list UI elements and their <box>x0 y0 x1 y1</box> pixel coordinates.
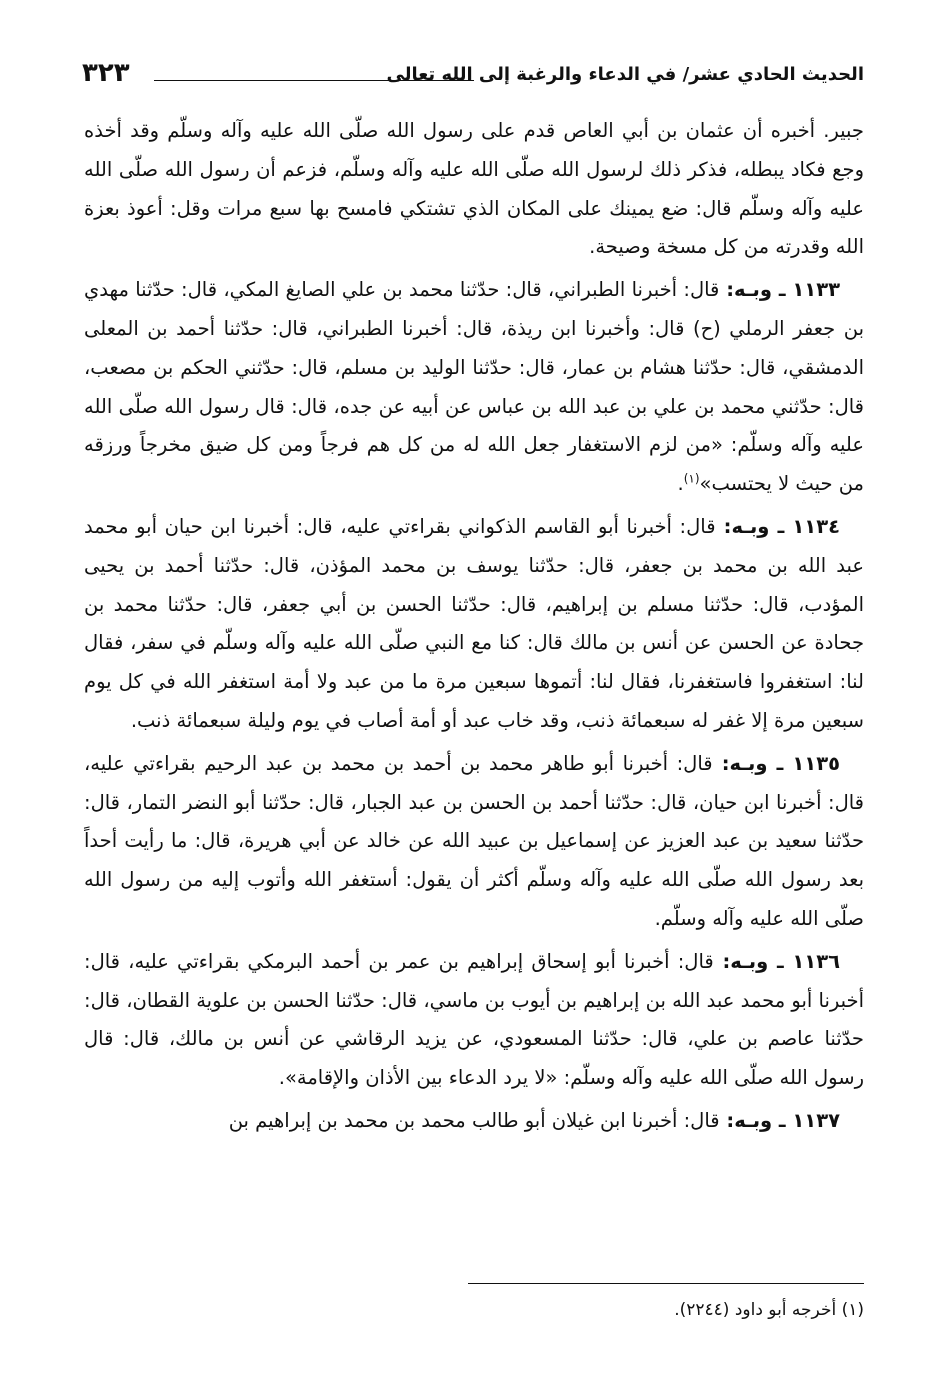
hadith-1137 <box>84 1102 864 1141</box>
hadith-1135 <box>84 745 864 939</box>
footnote-ref: (١) <box>683 471 700 486</box>
footnote-rule <box>468 1283 864 1284</box>
paragraph-text: قال: أخبرنا أبو القاسم الذكواني بقراءتي عليه، قال: أخبرنا ابن حيان أبو محمد عبد الله بن محمد بن جعفر، قال: حدّثنا يوسف بن محمد المؤذن، قال: حدّثنا أحمد بن يحيى المؤدب، قال: حدّثنا مسلم بن إبراهيم، قال: حدّثنا الحسن بن أبي جعفر، قال: حدّثنا محمد بن جحادة عن الحسن عن أنس بن مالك قال: كنا مع النبي صلّى الله عليه وآله وسلّم في سفر، فقال لنا: استغفروا فاستغفرنا، فقال لنا: أتموها سبعين مرة ما من عبد ولا أمة استغفر الله في كل يوم سبعين مرة إلا غفر له سبعمائة ذنب، وقد خاب عبد أو أمة أصاب في يوم وليلة سبعمائة ذنب. <box>84 514 864 732</box>
hadith-1133 <box>84 271 864 504</box>
hadith-number: ١١٣٣ ـ وبـه: <box>719 278 840 302</box>
paragraph-text: جبير. أخبره أن عثمان بن أبي العاص قدم على رسول الله صلّى الله عليه وآله وسلّم وقد أخذه وجع فكاد يبطله، فذكر ذلك لرسول الله صلّى الله عليه وآله وسلّم، فزعم أن رسول الله صلّى الله عليه وآله وسلّم قال: ضع يمينك على المكان الذي تشتكي فامسح بها سبع مرات وقل: أعوذ بعزة الله وقدرته من كل مسخة وصيحة. <box>84 119 864 259</box>
main-text <box>84 112 864 1145</box>
footnote: (١) أخرجه أبو داود (٢٢٤٤). <box>674 1300 864 1320</box>
chapter-title: الحديث الحادي عشر/ في الدعاء والرغبة إلى الله تعالى <box>386 64 864 85</box>
paragraph-tail: . <box>677 472 684 496</box>
hadith-number: ١١٣٥ ـ وبـه: <box>712 751 840 775</box>
hadith-number: ١١٣٧ ـ وبـه: <box>719 1108 840 1132</box>
hadith-1136 <box>84 943 864 1098</box>
hadith-1134 <box>84 508 864 741</box>
paragraph-text: قال: أخبرنا أبو طاهر محمد بن أحمد بن محمد بن عبد الرحيم بقراءتي عليه، قال: أخبرنا ابن حيان، قال: حدّثنا أحمد بن الحسن بن عبد الجبار، قال: حدّثنا أبو النضر التمار، قال: حدّثنا سعيد بن عبد العزيز عن إسماعيل بن عبيد الله عن خالد عن أبي هريرة، قال: ما رأيت أحداً بعد رسول الله صلّى الله عليه وآله وسلّم أكثر أن يقول: أستغفر الله وأتوب إليه من رسول الله صلّى الله عليه وآله وسلّم. <box>84 751 864 930</box>
page-number: ٣٢٣ <box>82 58 130 88</box>
hadith-number: ١١٣٤ ـ وبـه: <box>715 514 840 538</box>
header-rule <box>154 80 474 81</box>
paragraph-text: قال: أخبرنا أبو إسحاق إبراهيم بن عمر بن أحمد البرمكي بقراءتي عليه، قال: أخبرنا أبو محمد عبد الله بن إبراهيم بن أيوب بن ماسي، قال: حدّثنا الحسن بن علوية القطان، قال: حدّثنا عاصم بن علي، قال: حدّثنا المسعودي، عن يزيد الرقاشي عن أنس بن مالك، قال: قال رسول الله صلّى الله عليه وآله وسلّم: «لا يرد الدعاء بين الأذان والإقامة». <box>84 949 864 1090</box>
paragraph-text: قال: أخبرنا الطبراني، قال: حدّثنا محمد بن علي الصايغ المكي، قال: حدّثنا مهدي بن جعفر الرملي (ح) قال: وأخبرنا ابن ريذة، قال: أخبرنا الطبراني، قال: حدّثنا أحمد بن المعلى الدمشقي، قال: حدّثنا هشام بن عمار، قال: حدّثنا الوليد بن مسلم، قال: حدّثني الحكم بن مصعب، قال: حدّثني محمد بن علي بن عبد الله بن عباس عن أبيه عن جده، قال: قال رسول الله صلّى الله عليه وآله وسلّم: «من لزم الاستغفار جعل الله له من كل هم فرجاً ومن كل ضيق مخرجاً ورزقه من حيث لا يحتسب» <box>84 278 864 496</box>
paragraph-continuation <box>84 112 864 267</box>
paragraph-text: قال: أخبرنا ابن غيلان أبو طالب محمد بن محمد بن إبراهيم بن <box>228 1108 720 1132</box>
running-header <box>82 58 864 98</box>
hadith-number: ١١٣٦ ـ وبـه: <box>713 949 841 973</box>
